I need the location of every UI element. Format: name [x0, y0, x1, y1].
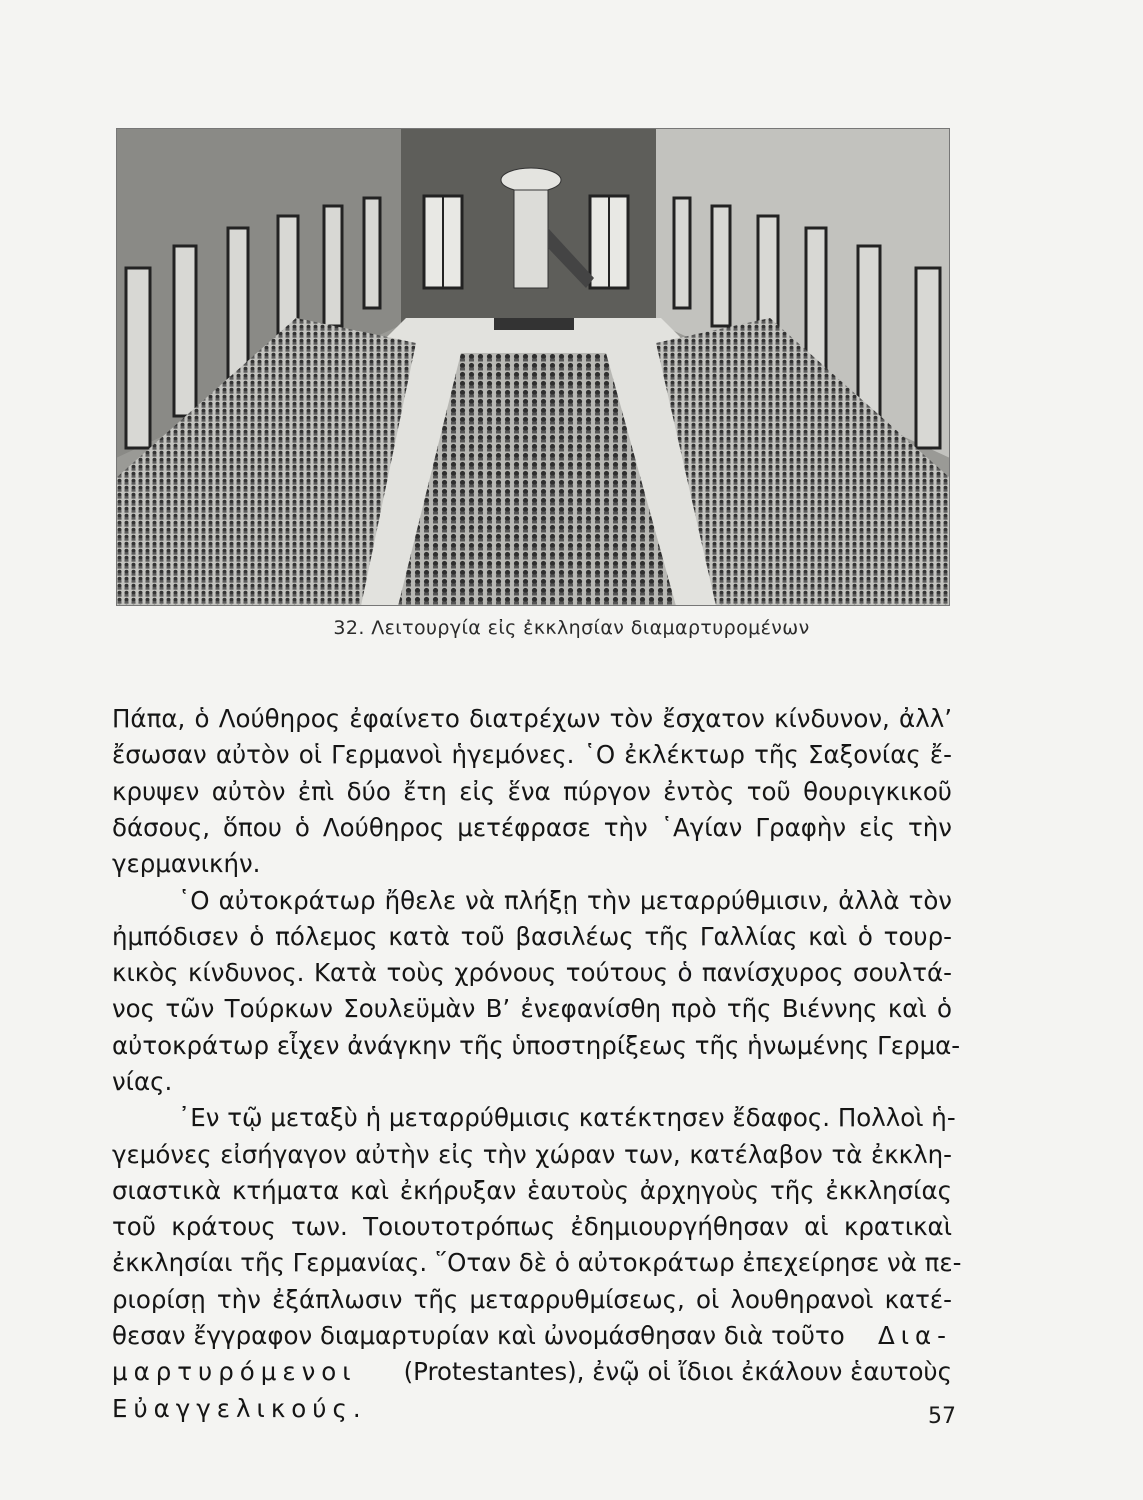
text-line: δάσους, ὅπου ὁ Λούθηρος μετέφρασε τὴν ῾Αγίαν Γραφὴν εἰς τὴν	[112, 812, 952, 842]
text-line: σιαστικὰ κτήματα καὶ ἐκήρυξαν ἑαυτοὺς ἀρχηγοὺς τῆς ἐκκλησίας	[112, 1175, 952, 1205]
text-line: ῾Ο αὐτοκράτωρ ἤθελε νὰ πλήξῃ τὴν μεταρρύθμισιν, ἀλλὰ τὸν	[178, 885, 952, 915]
text-line: ἔσωσαν αὐτὸν οἱ Γερμανοὶ ἡγεμόνες. ῾Ο ἐκλέκτωρ τῆς Σαξονίας ἔ-	[112, 740, 952, 770]
text-line: νίας.	[112, 1066, 173, 1096]
spaced-emphasis: μαρτυρόμενοι	[112, 1357, 357, 1387]
figure-caption: 32. Λειτουργία εἰς ἐκκλησίαν διαμαρτυρομένων	[333, 617, 810, 639]
text-line: κρυψεν αὐτὸν ἐπὶ δύο ἔτη εἰς ἕνα πύργον ἐντὸς τοῦ θουριγκικοῦ	[112, 776, 952, 806]
text-line: αὐτοκράτωρ εἶχεν ἀνάγκην τῆς ὑποστηρίξεως τῆς ἡνωμένης Γερμα-	[112, 1030, 961, 1060]
text-line: ᾿Εν τῷ μεταξὺ ἡ μεταρρύθμισις κατέκτησεν ἔδαφος. Πολλοὶ ἡ-	[178, 1103, 956, 1133]
text-line: τοῦ κράτους των. Τοιουτοτρόπως ἐδημιουργήθησαν αἱ κρατικαὶ	[112, 1212, 952, 1242]
text-line: Πάπα, ὁ Λούθηρος ἐφαίνετο διατρέχων τὸν ἔσχατον κίνδυνον, ἀλλ’	[112, 704, 952, 733]
text-line: ἐκκλησίαι τῆς Γερμανίας. ῞Οταν δὲ ὁ αὐτοκράτωρ ἐπεχείρησε νὰ πε-	[112, 1248, 962, 1278]
text-line: γεμόνες εἰσήγαγον αὐτὴν εἰς τὴν χώραν των, κατέλαβον τὰ ἐκκλη-	[112, 1139, 952, 1169]
text-line	[112, 1354, 952, 1390]
church-service-illustration	[116, 128, 950, 606]
text-line: κικὸς κίνδυνος. Κατὰ τοὺς χρόνους τούτους ὁ πανίσχυρος σουλτά-	[112, 958, 952, 988]
paragraph-3	[112, 1100, 962, 1427]
spaced-emphasis: Δια-	[877, 1321, 952, 1351]
text-line: γερμανικήν.	[112, 849, 261, 879]
church-interior-engraving	[116, 128, 950, 606]
text-line	[112, 1391, 952, 1427]
paragraph-2	[112, 883, 961, 1101]
text-line: νος τῶν Τούρκων Σουλεϋμὰν Β’ ἐνεφανίσθη πρὸ τῆς Βιέννης καὶ ὁ	[112, 994, 952, 1024]
text-segment: (Protestantes), ἐνῷ οἱ ἴδιοι ἐκάλουν ἑαυτοὺς	[403, 1357, 952, 1387]
text-line	[112, 1318, 952, 1354]
page-number: 57	[928, 1404, 956, 1429]
text-line: ριορίσῃ τὴν ἐξάπλωσιν τῆς μεταρρυθμίσεως, οἱ λουθηρανοὶ κατέ-	[112, 1284, 952, 1314]
spaced-emphasis: Εὐαγγελικούς.	[112, 1393, 367, 1423]
text-segment: θεσαν ἔγγραφον διαμαρτυρίαν καὶ ὠνομάσθησαν διὰ τοῦτο	[112, 1321, 845, 1351]
text-line: ἠμπόδισεν ὁ πόλεμος κατὰ τοῦ βασιλέως τῆς Γαλλίας καὶ ὁ τουρ-	[112, 921, 952, 951]
paragraph-1	[112, 701, 952, 882]
